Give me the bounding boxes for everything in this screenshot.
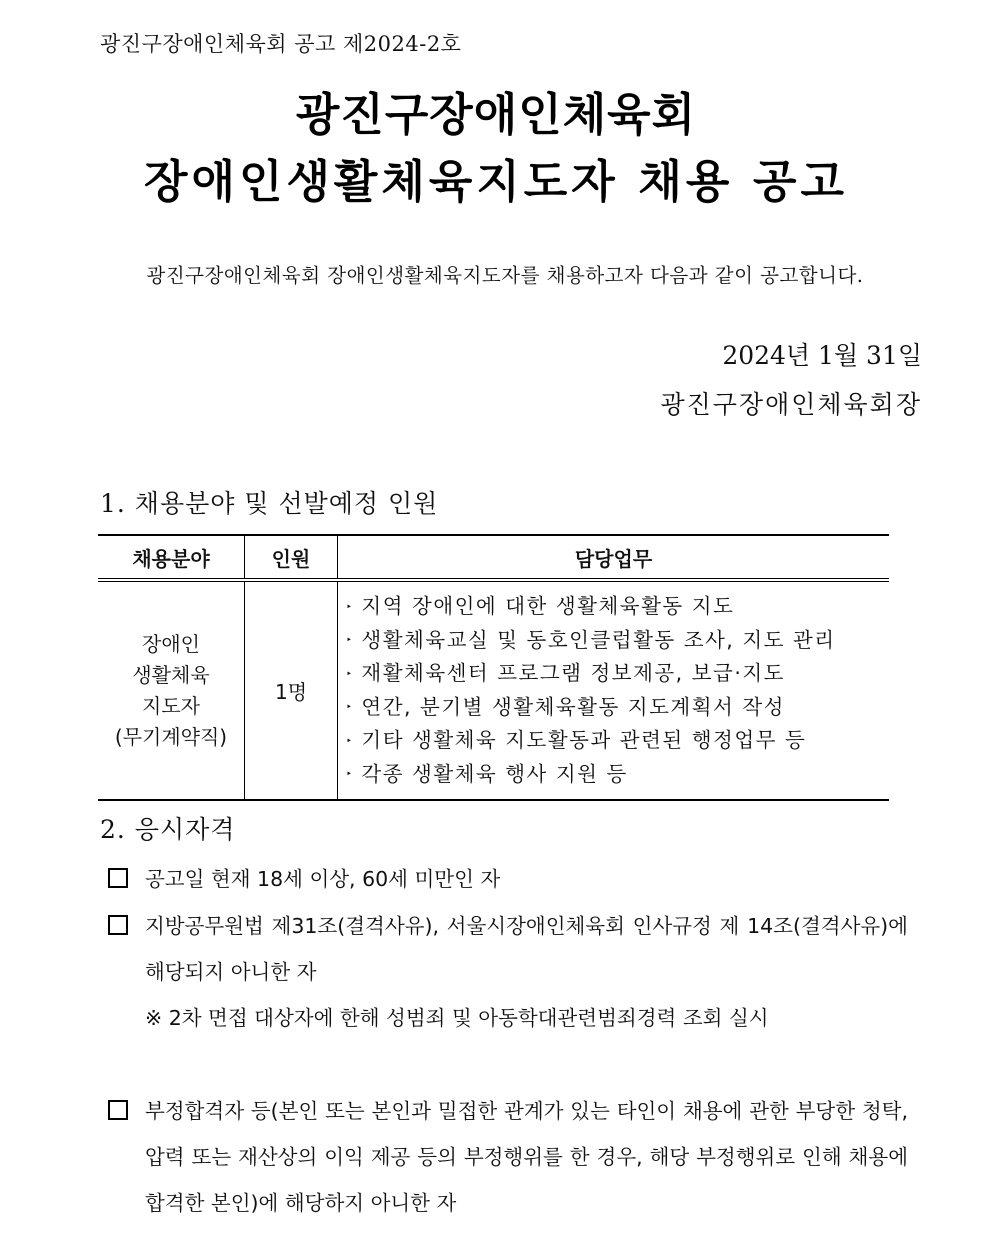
duty-text: 기타 생활체육 지도활동과 관련된 행정업무 등 (361, 728, 807, 752)
count-cell: 1명 (245, 580, 338, 800)
checkbox-square-icon (108, 915, 128, 935)
duty-text: 재활체육센터 프로그램 정보제공, 보급·지도 (361, 661, 785, 685)
notice-number: 광진구장애인체육회 공고 제2024-2호 (100, 32, 462, 56)
requirement-item (108, 903, 908, 1041)
recruitment-table (98, 534, 889, 801)
duty-text: 각종 생활체육 행사 지원 등 (361, 761, 628, 786)
duty-text: 연간, 분기별 생활체육활동 지도계획서 작성 (361, 694, 785, 719)
announcement-date: 2024년 1월 31일 (722, 341, 922, 370)
triangle-bullet-icon: ‣ (346, 635, 354, 646)
field-line: 장애인 (142, 631, 200, 656)
checkbox-square-icon (108, 1100, 128, 1120)
header-count: 인원 (245, 535, 338, 580)
triangle-bullet-icon: ‣ (346, 769, 354, 780)
requirement-item (108, 856, 908, 902)
duty-text: 생활체육교실 및 동호인클럽활동 조사, 지도 관리 (361, 627, 836, 652)
triangle-bullet-icon: ‣ (346, 702, 354, 713)
duties-cell (338, 580, 890, 800)
field-line: 생활체육 (132, 662, 210, 687)
header-duties: 담당업무 (338, 535, 890, 580)
list-item (346, 724, 889, 758)
checkbox-square-icon (108, 868, 128, 888)
requirement-text: 공고일 현재 18세 이상, 60세 미만인 자 (145, 867, 501, 891)
requirement-note: ※ 2차 면접 대상자에 한해 성범죄 및 아동학대관련범죄경력 조회 실시 (145, 1006, 769, 1030)
field-line: 지도자 (142, 693, 200, 718)
table-header-row (98, 535, 889, 580)
triangle-bullet-icon: ‣ (346, 668, 354, 680)
table-row (98, 580, 889, 800)
triangle-bullet-icon: ‣ (346, 735, 354, 747)
page-title-organization: 광진구장애인체육회 (295, 88, 697, 141)
field-cell (98, 580, 245, 800)
list-item (346, 657, 889, 691)
requirement-item (108, 1088, 908, 1226)
field-line: (무기계약직) (114, 724, 228, 749)
triangle-bullet-icon: ‣ (346, 601, 354, 613)
section-heading-qualifications: 2. 응시자격 (100, 815, 236, 844)
requirement-text: 지방공무원법 제31조(결격사유), 서울시장애인체육회 인사규정 제 14조(결격사유)에 해당되지 아니한 자 (145, 914, 908, 984)
issuer-name: 광진구장애인체육회장 (660, 390, 922, 419)
intro-text: 광진구장애인체육회 장애인생활체육지도자를 채용하고자 다음과 같이 공고합니다. (146, 264, 864, 287)
list-item (346, 624, 889, 658)
list-item (346, 691, 889, 725)
duties-list (338, 582, 889, 799)
header-field: 채용분야 (98, 535, 245, 580)
list-item (346, 758, 889, 792)
page-title-announcement: 장애인생활체육지도자 채용 공고 (144, 155, 848, 208)
list-item (346, 590, 889, 624)
section-heading-recruitment: 1. 채용분야 및 선발예정 인원 (100, 489, 439, 518)
duty-text: 지역 장애인에 대한 생활체육활동 지도 (361, 594, 735, 618)
requirement-text: 부정합격자 등(본인 또는 본인과 밀접한 관계가 있는 타인이 채용에 관한 부당한 청탁, 압력 또는 재산상의 이익 제공 등의 부정행위를 한 경우, 해당 부정행위로 인해 채용에 합격한 본인)에 해당하지 아니한 자 (145, 1099, 908, 1215)
